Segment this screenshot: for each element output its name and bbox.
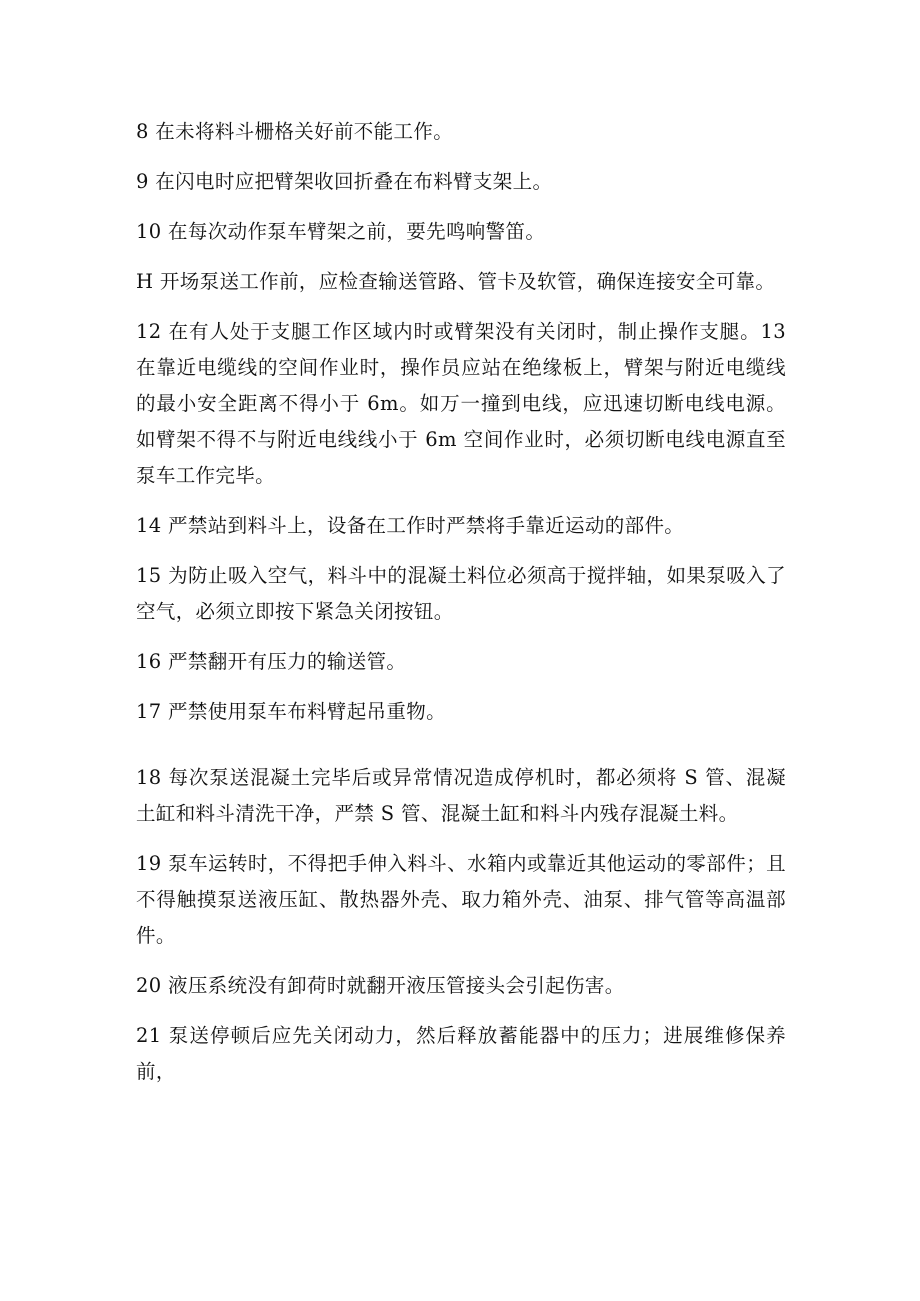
paragraph-10: 10 在每次动作泵车臂架之前，要先鸣响警笛。 <box>136 220 546 243</box>
document-body <box>136 114 786 1104</box>
paragraph-21: 21 泵送停顿后应先关闭动力，然后释放蓄能器中的压力；进展维修保养前， <box>136 1024 786 1083</box>
paragraph-17: 17 严禁使用泵车布料臂起吊重物。 <box>136 700 446 723</box>
paragraph-19: 19 泵车运转时，不得把手伸入料斗、水箱内或靠近其他运动的零部件；且不得触摸泵送液压缸、散热器外壳、取力箱外壳、油泵、排气管等高温部件。 <box>136 852 786 947</box>
paragraph-20: 20 液压系统没有卸荷时就翻开液压管接头会引起伤害。 <box>136 974 625 997</box>
paragraph-14: 14 严禁站到料斗上，设备在工作时严禁将手靠近运动的部件。 <box>136 514 685 537</box>
paragraph-18: 18 每次泵送混凝土完毕后或异常情况造成停机时，都必须将 S 管、混凝土缸和料斗清洗干净，严禁 S 管、混凝土缸和料斗内残存混凝土料。 <box>136 766 786 825</box>
paragraph-12-13: 12 在有人处于支腿工作区域内时或臂架没有关闭时，制止操作支腿。13 在靠近电缆线的空间作业时，操作员应站在绝缘板上，臂架与附近电缆线的最小安全距离不得小于 6m。如万一撞到电线，应迅速切断电线电源。如臂架不得不与附近电线线小于 6m 空间作业时，必须切断电线电源直至泵车工作完毕。 <box>136 320 786 487</box>
paragraph-11: H 开场泵送工作前，应检查输送管路、管卡及软管，确保连接安全可靠。 <box>136 270 776 293</box>
paragraph-9: 9 在闪电时应把臂架收回折叠在布料臂支架上。 <box>136 170 553 193</box>
paragraph-16: 16 严禁翻开有压力的输送管。 <box>136 650 407 673</box>
paragraph-8: 8 在未将料斗栅格关好前不能工作。 <box>136 120 454 143</box>
paragraph-15: 15 为防止吸入空气，料斗中的混凝土料位必须高于搅拌轴，如果泵吸入了空气，必须立即按下紧急关闭按钮。 <box>136 564 786 623</box>
